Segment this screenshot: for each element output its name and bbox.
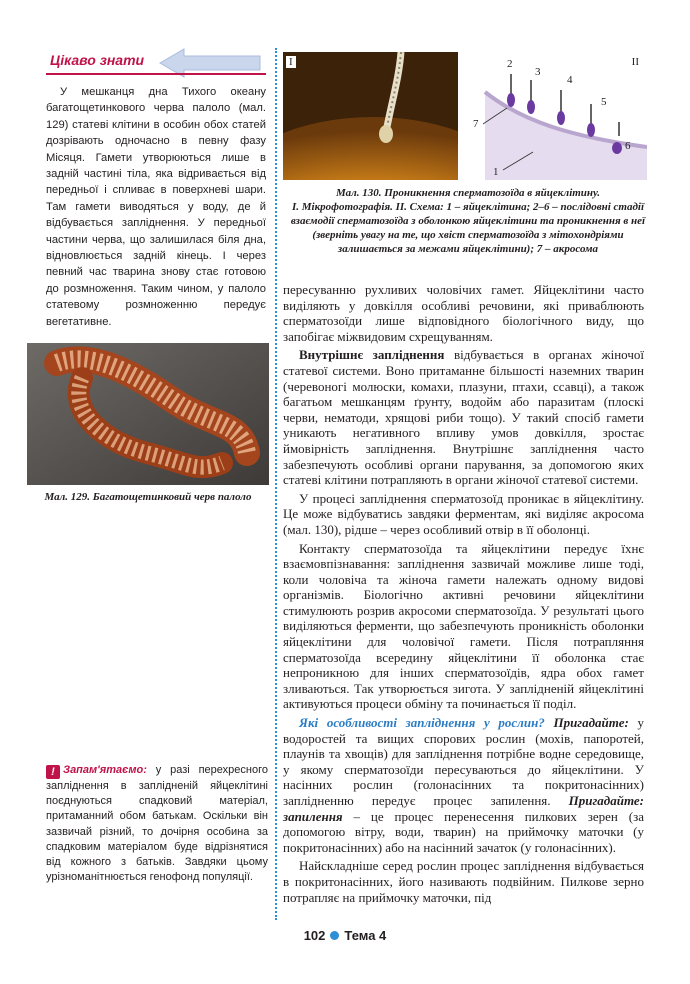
figure-label-i: І <box>286 56 296 68</box>
schema-number-6: 6 <box>625 140 631 152</box>
figure-130-caption-title: Мал. 130. Проникнення сперматозоїда в яйцеклітину. <box>336 187 600 199</box>
term-internal-fertilization: Внутрішнє запліднення <box>299 347 445 363</box>
interesting-title: Цікаво знати <box>50 52 145 68</box>
recall-label: Пригадайте: <box>550 793 645 808</box>
body-text: – це процес перенесення пилкових зерен (за допомогою вітру, води, тварин) на приймочку маточки (у покритонасінних) або на насінний зачаток (у голонасінних). <box>283 808 644 855</box>
sperm-micrograph <box>283 52 458 180</box>
figure-label-ii: ІІ <box>631 56 639 68</box>
fertilization-schema <box>463 52 647 180</box>
body-text: у водоростей та вищих спорових рослин (мохів, папоротей, плаунів та хвощів) для запліднення потрібне водне середовище, у якому сперматозоїди пересуваються до яйцеклітини. У насінних рослин (голонасінних та покритонасінних) заплідненню передує процес запилення. <box>283 715 644 808</box>
interesting-text <box>46 84 266 330</box>
body-text: Найскладніше серед рослин процес запліднення відбувається в покритонасінних, його називають подвійним. Пилкове зерно потрапляє на приймочку маточки, під <box>283 858 644 905</box>
figure-129-caption: Мал. 129. Багатощетинковий черв палоло <box>44 491 252 503</box>
body-paragraph <box>283 715 644 855</box>
body-text: У процесі запліднення сперматозоїд проникає в яйцеклітину. Це може відбуватись завдяки ферментам, які виділяє акросома (мал. 130), рідше – через особливий отвір в її оболонці. <box>283 490 644 537</box>
figure-130-caption <box>283 186 653 256</box>
palolo-photo <box>27 343 269 485</box>
schema-number-7: 7 <box>473 118 479 130</box>
schema-illustration <box>463 52 647 180</box>
remember-box <box>46 763 268 885</box>
page-footer <box>0 928 690 943</box>
page-number: 102 <box>303 928 326 943</box>
main-text <box>283 282 644 905</box>
header-rule <box>46 73 266 75</box>
body-text: Контакту сперматозоїда та яйцеклітини передує їхнє взаємовпізнавання: запліднення зазвичай можливе лише тоді, коли чоловіча та жіноча гамети належать одному видові організмів. Біологічно активні речовини яйцеклітини стимулюють розрив акросоми сперматозоїда. У результаті цього виділяються ферменти, що забезпечують проникність оболонки яйцеклітини для чоловічої гамети. Після потрапляння сперматозоїда всередину яйцеклітини її оболонка стає непроникною для інших сперматозоїдів, ядра обох гамет зливаються. Так утворюється зигота. У заплідненій яйцеклітині активуються процеси обміну та починається її поділ. <box>283 540 644 712</box>
recall-label: Пригадайте: <box>544 715 629 731</box>
term-pollination: запилення <box>283 808 343 824</box>
bullet-icon <box>330 931 339 940</box>
body-paragraph <box>283 491 644 538</box>
interesting-header <box>46 46 266 80</box>
interesting-paragraph: У мешканця дна Тихого океану багатощетинкового черва палоло (мал. 129) статеві клітини в особин обох статей дозрівають одночасно в певну фазу Місяця. Гамети утворюються лише в задній частині тіла, яка відривається від передньої і спливає в поверхневі шари. Там гамети виводяться у воду, де й відбувається запліднення. У передньої частини черва, що залишилася біля дна, відновлюється задній кінець. І через певний час тварина знову стає готовою до розмноження. Таким чином, у палоло статевому розмноженню передує вегетативне. <box>46 86 266 328</box>
schema-number-3: 3 <box>535 66 541 78</box>
palolo-worm-illustration <box>27 343 269 485</box>
body-paragraph <box>283 541 644 713</box>
schema-number-1: 1 <box>493 166 499 178</box>
body-paragraph <box>283 282 644 344</box>
figure-130-caption-body: І. Мікрофотографія. ІІ. Схема: 1 – яйцеклітина; 2–6 – послідовні стадії взаємодії сперматозоїда з оболонкою яйцеклітини та проникнення в неї (зверніть увагу на те, що хвіст сперматозоїда з мітохондріями залишається за межами яйцеклітини); 7 – акросома <box>290 201 646 255</box>
column-divider <box>275 48 277 920</box>
schema-number-4: 4 <box>567 74 573 86</box>
body-paragraph <box>283 347 644 487</box>
body-text: відбувається в органах жіночої статевої системи. Воно притаманне більшості наземних тварин (черевоногі молюски, комахи, плазуни, птахи, ссавці), а також багатьом мешканцям ґрунту, водойм або паразитам (плоскі черви, нематоди, хрящові риби тощо). У такий спосіб гамети уникають негативного впливу умов довкілля, зростає ймовірність запліднення. Внутрішнє запліднення часто забезпечують особливі органи парування, за допомогою яких статеві клітини потрапляють в органи жіночої статевої системи. <box>283 347 644 488</box>
schema-number-2: 2 <box>507 58 513 70</box>
schema-number-5: 5 <box>601 96 607 108</box>
exclamation-icon: ! <box>46 765 60 779</box>
remember-text: у разі перехресного запліднення в заплідненій яйцеклітині поєднуються спадковий матеріал, притаманний обом батькам. Оскільки він зазвичай різний, то дочірня особина за спадковим матеріалом буде відрізнятися від кожного з батьків. Завдяки цьому урізноманітнюється генофонд популяції. <box>46 764 268 884</box>
body-paragraph <box>283 858 644 905</box>
remember-label: Запам'ятаємо: <box>63 764 147 776</box>
topic-label: Тема 4 <box>344 928 387 943</box>
micrograph-illustration <box>283 52 458 180</box>
body-text: пересуванню рухливих чоловічих гамет. Яйцеклітини часто виділяють у довкілля особливі речовини, які приваблюють сперматозоїди лише відповідного біологічного виду, що запобігає міжвидовим схрещуванням. <box>283 282 644 344</box>
section-question: Які особливості запліднення у рослин? <box>299 715 545 731</box>
